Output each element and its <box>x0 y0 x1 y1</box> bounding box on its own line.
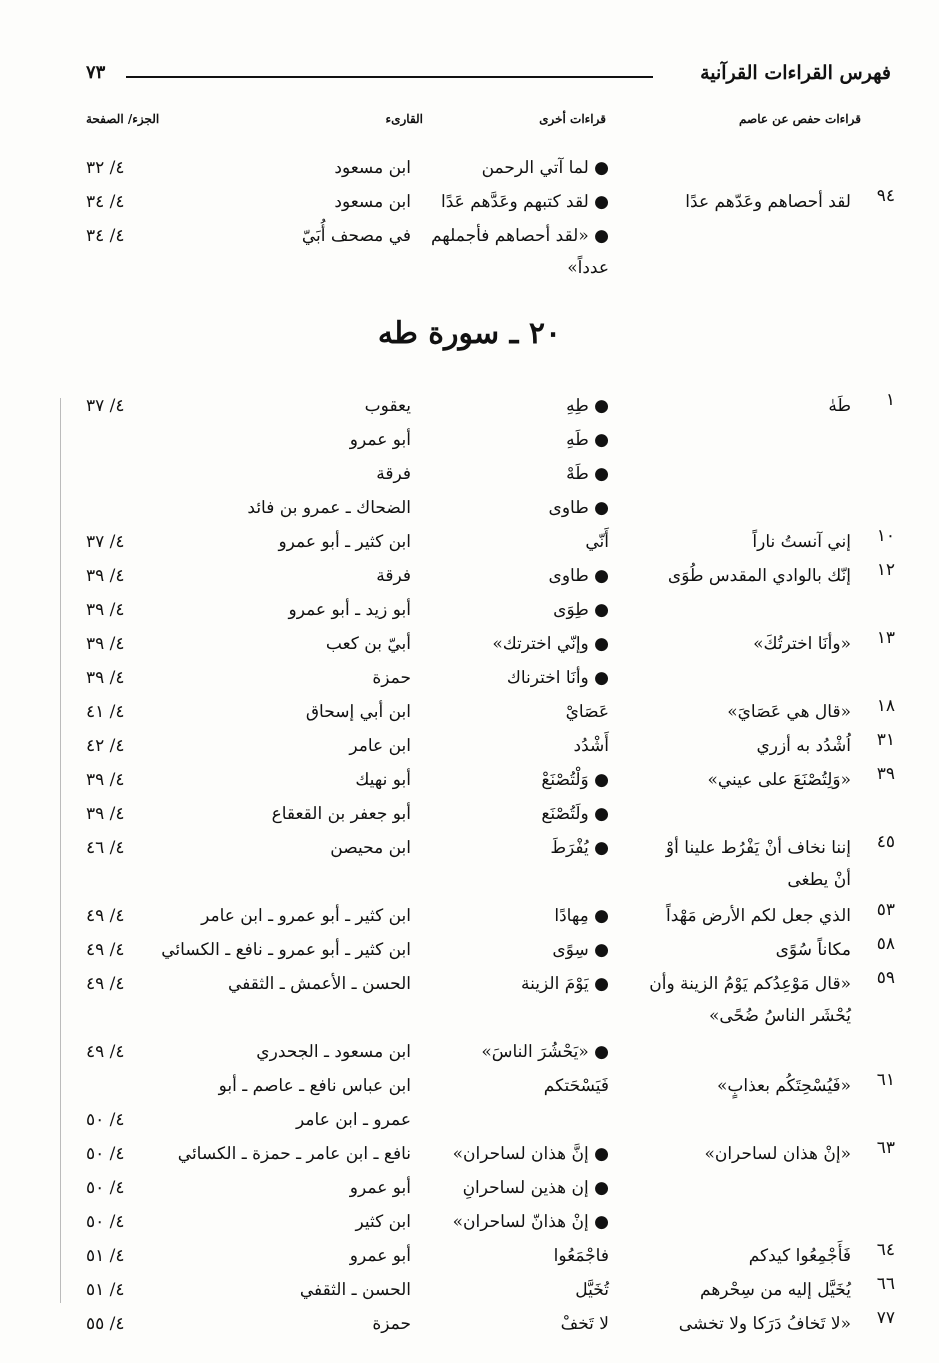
index-row <box>0 152 939 186</box>
volume-page-ref: ٤/ ٥٠ <box>86 1110 125 1130</box>
volume-page-ref: ٤/ ٥٥ <box>86 1314 125 1334</box>
column-headers <box>86 112 861 136</box>
index-row <box>0 594 939 628</box>
preceding-surah-entries <box>0 152 939 278</box>
index-row <box>0 390 939 424</box>
reader-name: ابن مسعود <box>334 158 411 178</box>
column-header-reader: القارىء <box>385 112 423 126</box>
volume-page-ref: ٤/ ٣٩ <box>86 668 125 688</box>
hafs-reading: لقد أحصاهم وعَدّهم عدًا <box>685 192 851 212</box>
other-reading: ● سِوًى <box>552 940 609 960</box>
volume-page-ref: ٤/ ٣٩ <box>86 804 125 824</box>
hafs-reading: يُخَيَّل إليه من سِحْرهم <box>700 1280 851 1300</box>
index-row <box>0 934 939 968</box>
volume-page-ref: ٤/ ٥٠ <box>86 1144 125 1164</box>
reader-name: حمزة <box>372 1314 411 1334</box>
hafs-reading: «وأنَا اخترتُكَ» <box>753 634 851 654</box>
verse-number: ١ <box>885 390 895 410</box>
other-reading: ● طَهِ <box>566 430 609 450</box>
verse-number: ٥٨ <box>876 934 895 954</box>
volume-page-ref: ٤/ ٣٩ <box>86 634 125 654</box>
volume-page-ref: ٤/ ٣٧ <box>86 396 125 416</box>
volume-page-ref: ٤/ ٤٦ <box>86 838 125 858</box>
volume-page-ref: ٤/ ٣٩ <box>86 566 125 586</box>
other-reading: ● ولَتُصْنَع <box>541 804 609 824</box>
reader-name: أبو جعفر بن القعقاع <box>271 804 411 824</box>
index-row <box>0 968 939 1036</box>
volume-page-ref: ٤/ ٥٠ <box>86 1178 125 1198</box>
index-row <box>0 1138 939 1172</box>
volume-page-ref: ٤/ ٤٩ <box>86 906 125 926</box>
index-row <box>0 220 939 278</box>
verse-number: ٣٩ <box>876 764 895 784</box>
verse-number: ٦٤ <box>876 1240 895 1260</box>
volume-page-ref: ٤/ ٣٤ <box>86 192 125 212</box>
verse-number: ٥٣ <box>876 900 895 920</box>
index-row <box>0 798 939 832</box>
verse-number: ٣١ <box>876 730 895 750</box>
other-reading: ● إنَّ هذان لساحران» <box>452 1144 609 1164</box>
other-reading: ● وأنَا اخترناك <box>506 668 609 688</box>
hafs-reading: إننا نخاف أنْ يَفْرُط علينا أوْ أنْ يطغى <box>665 838 851 890</box>
hafs-reading: «إنْ هذان لساحران» <box>704 1144 851 1164</box>
verse-number: ٩٤ <box>876 186 895 206</box>
reader-name: الحسن ـ الثقفي <box>299 1280 411 1300</box>
volume-page-ref: ٤/ ٣٩ <box>86 600 125 620</box>
hafs-reading: اُشْدُد به أزري <box>756 736 851 756</box>
reader-name: حمزة <box>372 668 411 688</box>
other-reading: ● لما آتي الرحمن <box>481 158 609 178</box>
other-reading: ● طاوى <box>548 498 609 518</box>
hafs-reading: طَهٰ <box>828 396 851 416</box>
other-reading: ● طِوَى <box>553 600 609 620</box>
volume-page-ref: ٤/ ٤٩ <box>86 940 125 960</box>
volume-page-ref: ٤/ ٥١ <box>86 1246 125 1266</box>
verse-number: ١٠ <box>876 526 895 546</box>
other-reading: ● مِهادًا <box>554 906 609 926</box>
index-row <box>0 1308 939 1342</box>
index-row <box>0 1036 939 1070</box>
surah-taha-entries <box>0 390 939 1342</box>
verse-number: ١٢ <box>876 560 895 580</box>
volume-page-ref: ٤/ ٥٠ <box>86 1212 125 1232</box>
index-row <box>0 1172 939 1206</box>
volume-page-ref: ٤/ ٣٢ <box>86 158 125 178</box>
other-reading: ● وَلْتُصْنَعْ <box>541 770 609 790</box>
reader-name: فرقة <box>376 464 411 484</box>
index-row <box>0 186 939 220</box>
other-reading: ● إنْ هذانّ لساحران» <box>452 1212 609 1232</box>
hafs-reading: فَأَجْمِعُوا كيدكم <box>748 1246 851 1266</box>
header-title: فهرس القراءات القرآنية <box>692 62 891 84</box>
verse-number: ١٨ <box>876 696 895 716</box>
other-reading: ● إن هذين لساحرانِ <box>462 1178 609 1198</box>
volume-page-ref: ٤/ ٣٤ <box>86 226 125 246</box>
other-reading: ● طِهِ <box>566 396 609 416</box>
reader-name: ابن عامر <box>349 736 411 756</box>
hafs-reading: «قال هي عَصَايَ» <box>727 702 851 722</box>
reader-name: الحسن ـ الأعمش ـ الثقفي <box>227 974 411 994</box>
reader-name: في مصحف أُبَيّ <box>301 226 411 246</box>
reader-name: أبيّ بن كعب <box>325 634 411 654</box>
volume-page-ref: ٤/ ٣٧ <box>86 532 125 552</box>
index-row <box>0 526 939 560</box>
reader-name: عمرو ـ ابن عامر <box>296 1110 411 1130</box>
reader-name: ابن كثير ـ أبو عمرو ـ نافع ـ الكسائي <box>161 940 411 960</box>
other-reading: ● «يَحْشُرَ الناسَ» <box>481 1042 609 1062</box>
reader-name: أبو عمرو <box>349 1178 411 1198</box>
column-header-other: قراءات أخرى <box>539 112 606 126</box>
other-reading: عَصَايْ <box>565 702 609 722</box>
surah-title: ٢٠ ـ سورة طه <box>377 316 562 351</box>
reader-name: يعقوب <box>364 396 411 416</box>
header-rule <box>126 76 653 78</box>
index-row <box>0 832 939 900</box>
hafs-reading: «لا تَخافُ دَرَكا ولا تخشى <box>678 1314 851 1334</box>
hafs-reading: مكاناً سُوًى <box>775 940 851 960</box>
hafs-reading: إنّك بالوادي المقدس طُوَى <box>667 566 851 586</box>
reader-name: ابن كثير ـ أبو عمرو <box>278 532 411 552</box>
reader-name: أبو عمرو <box>349 1246 411 1266</box>
reader-name: ابن كثير ـ أبو عمرو ـ ابن عامر <box>201 906 411 926</box>
hafs-reading: «قال مَوْعِدُكم يَوْمُ الزينة وأن يُحْشَر الناسُ ضُحًى» <box>649 974 851 1026</box>
column-header-hafs: قراءات حفص عن عاصم <box>739 112 861 126</box>
index-row <box>0 1240 939 1274</box>
reader-name: أبو عمرو <box>349 430 411 450</box>
hafs-reading: «وَلِتُصْنَعَ على عيني» <box>707 770 851 790</box>
other-reading: ● يُفْرَطَ <box>550 838 609 858</box>
other-reading: ● «لقد أحصاهم فأجملهم عدداً» <box>430 226 609 278</box>
other-reading: تُخَيَّل <box>575 1280 609 1300</box>
other-reading: فاجْمَعُوا <box>553 1246 609 1266</box>
reader-name: أبو نهيك <box>355 770 411 790</box>
verse-number: ٦١ <box>876 1070 895 1090</box>
other-reading: أَشْدُد <box>573 736 609 756</box>
volume-page-ref: ٤/ ٥١ <box>86 1280 125 1300</box>
index-row <box>0 764 939 798</box>
reader-name: أبو زيد ـ أبو عمرو <box>288 600 411 620</box>
volume-page-ref: ٤/ ٣٩ <box>86 770 125 790</box>
hafs-reading: الذي جعل لكم الأرض مَهْداً <box>666 906 851 926</box>
index-row <box>0 424 939 458</box>
index-row <box>0 560 939 594</box>
reader-name: ابن أبي إسحاق <box>305 702 411 722</box>
other-reading: ● طَهْ <box>566 464 609 484</box>
reader-name: ابن عباس نافع ـ عاصم ـ أبو <box>218 1076 411 1096</box>
index-row <box>0 1274 939 1308</box>
column-header-ref: الجزء/ الصفحة <box>86 112 160 126</box>
index-row <box>0 662 939 696</box>
reader-name: فرقة <box>376 566 411 586</box>
verse-number: ٧٧ <box>876 1308 895 1328</box>
reader-name: ابن مسعود ـ الجحدري <box>256 1042 411 1062</box>
verse-number: ١٣ <box>876 628 895 648</box>
index-row <box>0 492 939 526</box>
index-row <box>0 628 939 662</box>
other-reading: لا تَخفْ <box>560 1314 609 1334</box>
volume-page-ref: ٤/ ٤٩ <box>86 974 125 994</box>
reader-name: ابن كثير <box>355 1212 411 1232</box>
verse-number: ٤٥ <box>876 832 895 852</box>
volume-page-ref: ٤/ ٤٢ <box>86 736 125 756</box>
reader-name: ابن محيصن <box>330 838 411 858</box>
other-reading: ● يَوْمَ الزينة <box>521 974 609 994</box>
volume-page-ref: ٤/ ٤٩ <box>86 1042 125 1062</box>
reader-name: الضحاك ـ عمرو بن فائد <box>247 498 411 518</box>
index-row <box>0 1070 939 1104</box>
other-reading: ● وإنّي اخترتك» <box>492 634 609 654</box>
other-reading: ● طاوى <box>548 566 609 586</box>
reader-name: نافع ـ ابن عامر ـ حمزة ـ الكسائي <box>177 1144 411 1164</box>
index-row <box>0 696 939 730</box>
running-header <box>86 62 891 94</box>
index-row <box>0 1206 939 1240</box>
index-row <box>0 900 939 934</box>
reader-name: ابن مسعود <box>334 192 411 212</box>
other-reading: فَيَسْحَتكم <box>543 1076 609 1096</box>
other-reading: ● لقد كتبهم وعَدَّهم عَدًا <box>441 192 609 212</box>
other-reading: أَنّي <box>585 532 609 552</box>
index-row <box>0 730 939 764</box>
verse-number: ٦٣ <box>876 1138 895 1158</box>
hafs-reading: إني آنستُ ناراً <box>752 532 851 552</box>
index-row <box>0 458 939 492</box>
page-number: ٧٣ <box>86 62 106 83</box>
volume-page-ref: ٤/ ٤١ <box>86 702 125 722</box>
hafs-reading: «فَيُسْحِتَكُم بعذابٍ» <box>716 1076 851 1096</box>
index-row <box>0 1104 939 1138</box>
verse-number: ٥٩ <box>876 968 895 988</box>
verse-number: ٦٦ <box>876 1274 895 1294</box>
